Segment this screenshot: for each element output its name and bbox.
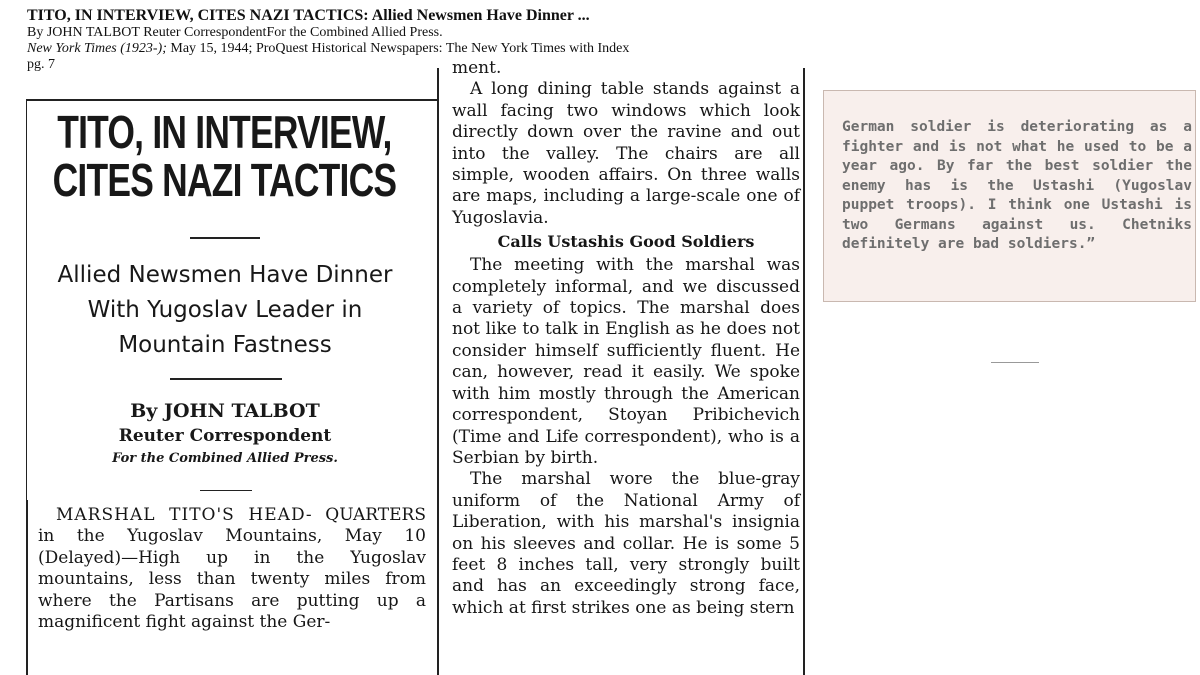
byline-name: By JOHN TALBOT	[130, 400, 320, 422]
col2-right-border	[803, 68, 805, 675]
quote-excerpt-text: German soldier is deteriorating as a fighter and is not what he used to be a year ago. By far the best soldier the enemy has is the Ustashi (Yugoslav puppet troops). I think one Ustashi is two Germans against us. Chetniks definitely are bad soldiers.”	[842, 119, 1192, 252]
byline-role: Reuter Correspondent	[118, 426, 332, 446]
lead-caps: MARSHAL TITO'S HEAD-	[56, 505, 313, 525]
quote-end-rule	[991, 362, 1039, 363]
deck-line-3: Mountain Fastness	[118, 332, 332, 358]
citation-page: pg. 7	[27, 57, 55, 72]
column-1-text	[38, 505, 426, 633]
article-byline	[30, 398, 420, 470]
article-deck	[30, 258, 420, 363]
citation-title: TITO, IN INTERVIEW, CITES NAZI TACTICS: Allied Newsmen Have Dinner ...	[27, 7, 590, 24]
col2-paragraph-1: A long dining table stands against a wall facing two windows which look directly down over the ravine and out into the valley. The chairs are all simple, wooden affairs. On three walls are maps, including a large-scale one of Yugoslavia.	[452, 79, 800, 228]
headline-line-1: TITO, IN INTERVIEW,	[57, 106, 392, 158]
article-headline	[30, 106, 397, 206]
citation-byline: By JOHN TALBOT Reuter CorrespondentFor the Combined Allied Press.	[27, 25, 443, 40]
citation-publication: New York Times (1923-);	[27, 41, 167, 56]
quote-excerpt-box	[823, 90, 1196, 302]
deck-rule	[170, 378, 282, 380]
deck-line-2: With Yugoslav Leader in	[87, 297, 363, 323]
col1-lower-left-border	[26, 500, 28, 675]
citation-details: May 15, 1944; ProQuest Historical Newspapers: The New York Times with Index	[166, 41, 630, 56]
lead-text: QUARTERS in the Yugoslav Mountains, May 10 (Delayed)—High up in the Yugoslav mountains, less than twenty miles from where the Partisans are putting up a magnificent fight against the Ger-	[38, 505, 426, 633]
column-2-text	[452, 58, 800, 619]
headline-line-2: CITES NAZI TACTICS	[52, 154, 397, 206]
col2-continuation: ment.	[452, 58, 502, 78]
clip-left-border	[26, 100, 27, 500]
citation-source	[27, 41, 767, 57]
col2-paragraph-2: The meeting with the marshal was completely informal, and we discussed a variety of topics. The marshal does not like to talk in English as he does not consider himself sufficiently fluent. He can, however, read it easily. We spoke with him mostly through the American correspondent, Stoyan Pribichevich (Time and Life correspondent), who is a Serbian by birth.	[452, 255, 800, 468]
col2-paragraph-3: The marshal wore the blue-gray uniform of the National Army of Liberation, with his marshal's insignia on his sleeves and collar. He is some 5 feet 8 inches tall, very strongly built and has an exceedingly strong face, which at first strikes one as being stern	[452, 469, 800, 618]
headline-rule	[190, 237, 260, 239]
column-divider	[437, 68, 439, 675]
clip-top-border	[26, 99, 438, 101]
byline-rule	[200, 490, 252, 491]
byline-wire: For the Combined Allied Press.	[112, 451, 338, 466]
deck-line-1: Allied Newsmen Have Dinner	[57, 262, 393, 288]
section-subhead: Calls Ustashis Good Soldiers	[497, 232, 755, 252]
lead-paragraph	[38, 505, 426, 633]
